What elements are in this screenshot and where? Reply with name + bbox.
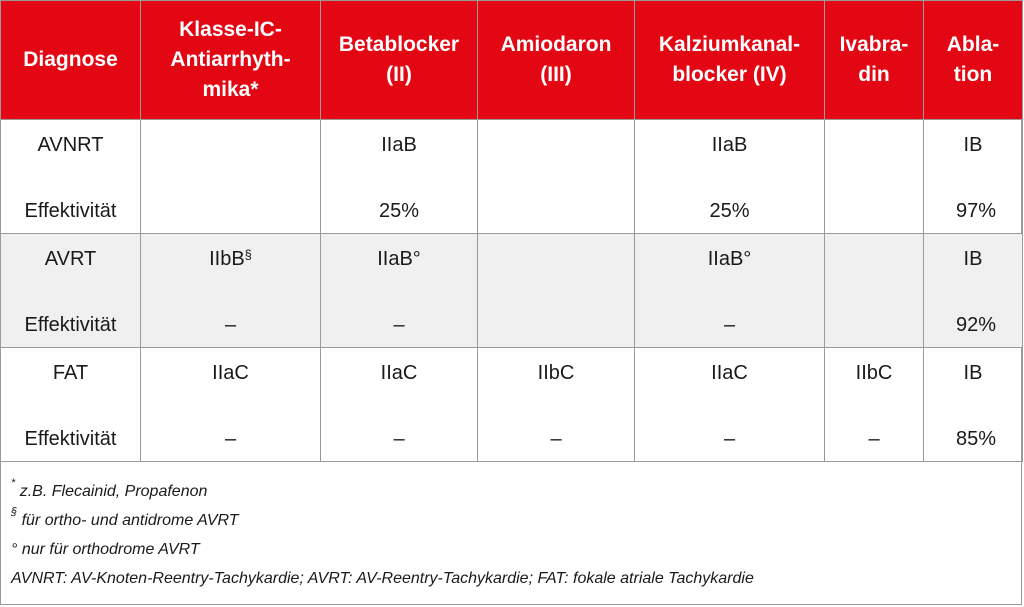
footnote-star-mark: * bbox=[11, 477, 16, 489]
recommendation-value: IIaC bbox=[212, 362, 249, 384]
effectivity-value: – bbox=[393, 428, 405, 450]
recommendation-value: IB bbox=[963, 134, 983, 156]
table-row-fat bbox=[1, 348, 1023, 462]
header-ivabradin: Ivabra- din bbox=[825, 1, 924, 120]
footnote-abbreviations: AVNRT: AV-Knoten-Reentry-Tachykardie; AVRT: AV-Reentry-Tachykardie; FAT: fokale atriale Tachykardie bbox=[11, 570, 754, 587]
cell-calcium-channel-blocker bbox=[635, 234, 825, 348]
effectivity-label: Effektivität bbox=[24, 428, 117, 450]
cell-amiodaron bbox=[478, 120, 635, 234]
cell-calcium-channel-blocker bbox=[635, 120, 825, 234]
recommendation-value bbox=[141, 248, 320, 271]
footnote-degree: ° nur für orthodrome AVRT bbox=[11, 541, 200, 558]
cell-ivabradin bbox=[825, 234, 924, 348]
cell-betablocker bbox=[321, 348, 478, 462]
effectivity-value: 97% bbox=[955, 200, 996, 222]
footnote-star-text: z.B. Flecainid, Propafenon bbox=[15, 483, 208, 500]
table-row-avrt bbox=[1, 234, 1023, 348]
footnote-section-text: für ortho- und antidrome AVRT bbox=[17, 512, 239, 529]
cell-class-ic bbox=[141, 234, 321, 348]
diagnose-label: AVNRT bbox=[37, 134, 104, 156]
recommendation-value: IB bbox=[963, 362, 983, 384]
effectivity-label: Effektivität bbox=[24, 200, 117, 222]
recommendation-value: IIbC bbox=[855, 362, 893, 384]
footnote-section-mark: § bbox=[244, 247, 252, 262]
effectivity-value: – bbox=[723, 314, 736, 336]
cell-betablocker bbox=[321, 234, 478, 348]
effectivity-value: 25% bbox=[709, 200, 750, 222]
cell-diagnose bbox=[1, 348, 141, 462]
cell-betablocker bbox=[321, 120, 478, 234]
effectivity-value: – bbox=[393, 314, 405, 336]
cell-class-ic bbox=[141, 348, 321, 462]
recommendation-value: IIaB° bbox=[377, 248, 421, 270]
footnotes bbox=[1, 467, 1023, 603]
cell-diagnose bbox=[1, 120, 141, 234]
header-amiodaron: Amiodaron (III) bbox=[478, 1, 635, 120]
header-calcium-channel-blocker: Kalziumkanal- blocker (IV) bbox=[635, 1, 825, 120]
cell-diagnose bbox=[1, 234, 141, 348]
recommendation-value: IB bbox=[963, 248, 983, 270]
footnote-star bbox=[11, 477, 1013, 506]
effectivity-value: – bbox=[550, 428, 562, 450]
table-row-avnrt bbox=[1, 120, 1023, 234]
cell-ablation bbox=[924, 120, 1023, 234]
effectivity-value: – bbox=[224, 428, 237, 450]
effectivity-label: Effektivität bbox=[24, 314, 117, 336]
header-class-ic-antiarrhythmics: Klasse-IC- Antiarrhyth- mika* bbox=[141, 1, 321, 120]
cell-calcium-channel-blocker bbox=[635, 348, 825, 462]
effectivity-value: 25% bbox=[378, 200, 420, 222]
effectivity-value: – bbox=[224, 314, 237, 336]
cell-ivabradin bbox=[825, 120, 924, 234]
cell-ablation bbox=[924, 348, 1023, 462]
effectivity-value: – bbox=[868, 428, 880, 450]
recommendation-text: IIbB bbox=[209, 248, 245, 270]
diagnose-label: FAT bbox=[52, 362, 89, 384]
header-ablation: Abla- tion bbox=[924, 1, 1023, 120]
footnote-section-mark: § bbox=[11, 506, 18, 518]
header-diagnose: Diagnose bbox=[1, 1, 141, 120]
recommendation-value: IIaB° bbox=[707, 248, 752, 270]
cell-class-ic bbox=[141, 120, 321, 234]
footnote-section bbox=[11, 506, 1013, 535]
header-betablocker: Betablocker (II) bbox=[321, 1, 478, 120]
cell-ablation bbox=[924, 234, 1023, 348]
recommendation-value: IIaB bbox=[711, 134, 748, 156]
cell-amiodaron bbox=[478, 348, 635, 462]
recommendation-value: IIaB bbox=[381, 134, 417, 156]
diagnose-label: AVRT bbox=[44, 248, 97, 270]
cell-ivabradin bbox=[825, 348, 924, 462]
recommendation-value: IIaC bbox=[380, 362, 418, 384]
recommendation-value: IIaC bbox=[711, 362, 748, 384]
effectivity-value: 85% bbox=[955, 428, 996, 450]
recommendation-value: IIbC bbox=[537, 362, 575, 384]
effectivity-value: – bbox=[723, 428, 736, 450]
table-header-row bbox=[1, 1, 1023, 120]
cell-amiodaron bbox=[478, 234, 635, 348]
effectivity-value: 92% bbox=[955, 314, 996, 336]
